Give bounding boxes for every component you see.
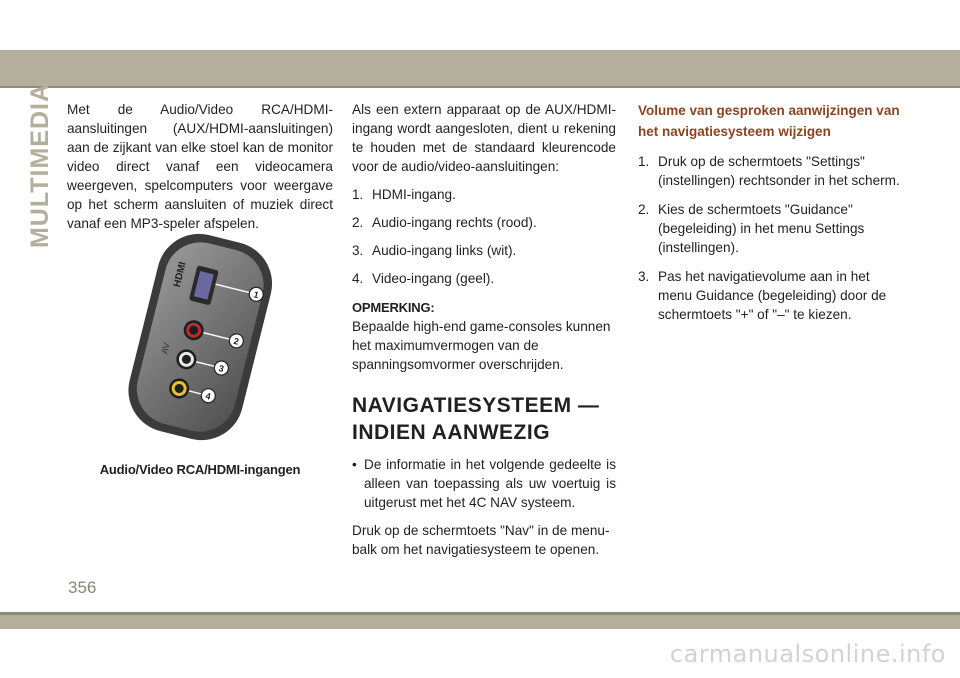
column-left bbox=[67, 100, 333, 233]
header-band bbox=[0, 50, 960, 86]
nav-open-paragraph: Druk op de schermtoets "Nav" in de menubalk om het navigatiesysteem te openen. bbox=[352, 523, 610, 557]
section-tab bbox=[18, 82, 64, 248]
header-rule bbox=[0, 86, 960, 88]
volume-steps-list bbox=[638, 152, 904, 324]
svg-text:3: 3 bbox=[217, 363, 225, 375]
bullet-item: • De informatie in het volgende gedeelte is alleen van toepassing als uw voertuig is uitgerust met het 4C NAV systeem. bbox=[352, 457, 616, 510]
watermark-text: carmanualsonline.info bbox=[669, 640, 946, 668]
figure-caption: Audio/Video RCA/HDMI-ingangen bbox=[99, 462, 301, 477]
color-code-paragraph: Als een extern apparaat op de AUX/HDMI-ingang wordt aangesloten, dient u rekening te houden met de standaard kleurencode voor de audio/video-aansluitingen: bbox=[352, 102, 616, 174]
svg-text:4: 4 bbox=[204, 390, 212, 402]
list-item: 3. Pas het navigatievolume aan in het menu Guidance (begeleiding) door de schermtoets "+" of "–" te kiezen. bbox=[638, 269, 887, 322]
list-item: 1. HDMI-ingang. bbox=[352, 187, 456, 202]
note-heading: OPMERKING: bbox=[352, 300, 435, 315]
hdmi-label: HDMI bbox=[171, 260, 189, 289]
volume-heading: Volume van gesproken aanwijzingen van het navigatiesysteem wijzigen bbox=[638, 103, 900, 139]
list-item: 2. Kies de schermtoets "Guidance" (begeleiding) in het menu Settings (instellingen). bbox=[638, 202, 865, 255]
page-number: 356 bbox=[68, 578, 97, 597]
svg-text:2: 2 bbox=[232, 335, 240, 347]
note-text: Bepaalde high-end game-consoles kunnen het maximumvermogen van de spanningsomvormer overschrijden. bbox=[352, 319, 611, 372]
connector-list bbox=[352, 185, 616, 288]
av-panel-figure bbox=[120, 230, 280, 445]
list-item: 1. Druk op de schermtoets "Settings" (instellingen) rechtsonder in het scherm. bbox=[638, 154, 900, 188]
intro-paragraph: Met de Audio/Video RCA/HDMI-aansluitingen (AUX/HDMI-aansluitingen) aan de zijkant van elke stoel kan de monitor video direct vanaf een videocamera weergeven, spelcomputers voor weergave op het scherm aansluiten of muziek direct vanaf een MP3-speler afspelen. bbox=[67, 102, 333, 231]
column-right bbox=[638, 100, 904, 324]
nav-section-heading: NAVIGATIESYSTEEM — INDIEN AANWEZIG bbox=[352, 394, 600, 444]
list-item: 4. Video-ingang (geel). bbox=[352, 271, 495, 286]
column-middle bbox=[352, 100, 616, 559]
list-item: 3. Audio-ingang links (wit). bbox=[352, 243, 517, 258]
av-panel-illustration bbox=[120, 230, 280, 445]
av-label: AV bbox=[159, 341, 172, 355]
footer-band bbox=[0, 615, 960, 629]
section-tab-label: MULTIMEDIA bbox=[26, 82, 55, 248]
svg-text:1: 1 bbox=[252, 289, 260, 301]
list-item: 2. Audio-ingang rechts (rood). bbox=[352, 215, 537, 230]
bullet-symbol: • bbox=[352, 457, 357, 472]
